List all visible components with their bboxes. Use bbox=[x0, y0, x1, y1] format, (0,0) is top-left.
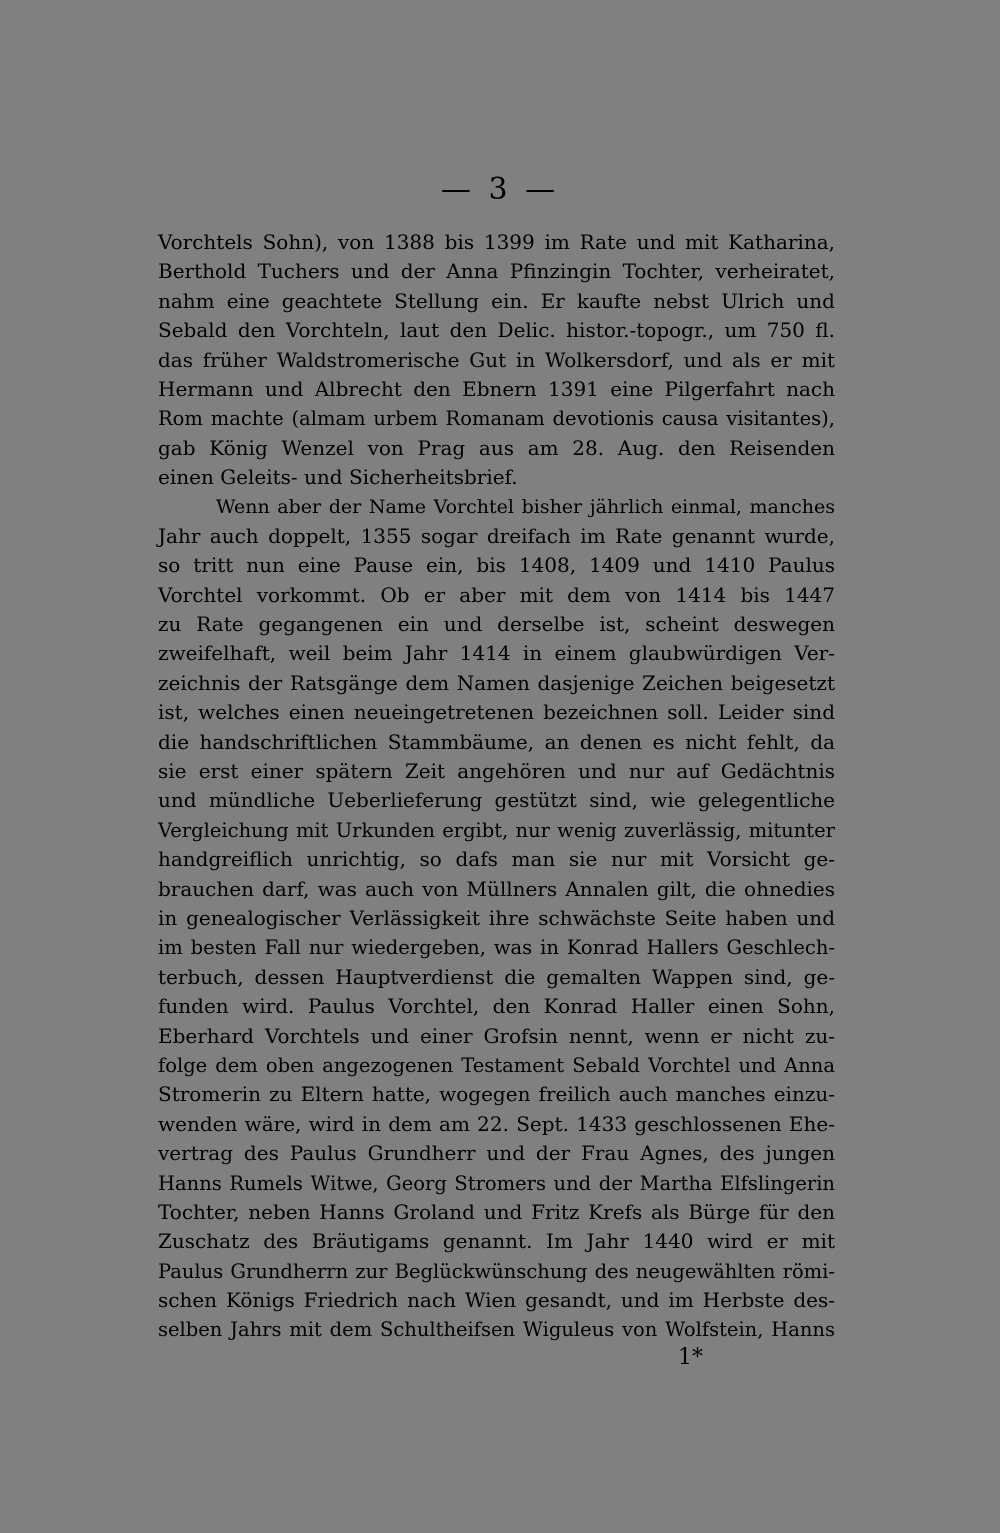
text-line: das früher Waldstromerische Gut in Wolkersdorf, und als er mit bbox=[158, 347, 835, 372]
text-line: die handschriftlichen Stammbäume, an denen es nicht fehlt, da bbox=[158, 729, 835, 754]
text-line: Eberhard Vorchtels und einer Grofsin nennt, wenn er nicht zu- bbox=[158, 1023, 835, 1048]
text-line: Rom machte (almam urbem Romanam devotionis causa visitantes), bbox=[158, 407, 835, 431]
text-line: Vorchtel vorkommt. Ob er aber mit dem von 1414 bis 1447 bbox=[158, 582, 835, 607]
text-line: selben Jahrs mit dem Schultheifsen Wiguleus von Wolfstein, Hanns bbox=[158, 1318, 835, 1342]
body-text bbox=[158, 228, 835, 1345]
text-line: zweifelhaft, weil beim Jahr 1414 in einem glaubwürdigen Ver- bbox=[158, 641, 835, 666]
text-line: zu Rate gegangenen ein und derselbe ist, scheint deswegen bbox=[158, 612, 835, 637]
text-line: einen Geleits- und Sicherheitsbrief. bbox=[158, 465, 518, 490]
text-line: schen Königs Friedrich nach Wien gesandt, und im Herbste des- bbox=[158, 1288, 835, 1313]
text-line: Hermann und Albrecht den Ebnern 1391 eine Pilgerfahrt nach bbox=[158, 376, 835, 401]
text-line: vertrag des Paulus Grundherr und der Frau Agnes, des jungen bbox=[158, 1141, 835, 1166]
text-line: handgreiflich unrichtig, so dafs man sie nur mit Vorsicht ge- bbox=[158, 847, 835, 872]
text-line: Paulus Grundherrn zur Beglückwünschung des neugewählten römi- bbox=[158, 1259, 835, 1283]
text-line: Wenn aber der Name Vorchtel bisher jährlich einmal, manches bbox=[216, 495, 835, 518]
text-line: Sebald den Vorchteln, laut den Delic. histor.-topogr., um 750 fl. bbox=[158, 318, 835, 343]
page-number-header: — 3 — bbox=[440, 172, 560, 207]
text-line: Hanns Rumels Witwe, Georg Stromers und der Martha Elfslingerin bbox=[158, 1171, 835, 1195]
text-line: und mündliche Ueberlieferung gestützt sind, wie gelegentliche bbox=[158, 788, 835, 813]
text-line: Jahr auch doppelt, 1355 sogar dreifach im Rate genannt wurde, bbox=[158, 523, 835, 548]
text-line: zeichnis der Ratsgänge dem Namen dasjenige Zeichen beigesetzt bbox=[158, 670, 835, 695]
text-line: in genealogischer Verlässigkeit ihre schwächste Seite haben und bbox=[158, 905, 835, 930]
signature-mark: 1* bbox=[678, 1345, 703, 1370]
text-line: wenden wäre, wird in dem am 22. Sept. 1433 geschlossenen Ehe- bbox=[158, 1111, 835, 1136]
text-line: sie erst einer spätern Zeit angehören und nur auf Gedächtnis bbox=[158, 759, 835, 784]
text-line: brauchen darf, was auch von Müllners Annalen gilt, die ohnedies bbox=[158, 876, 835, 901]
text-line: Vergleichung mit Urkunden ergibt, nur wenig zuverlässig, mitunter bbox=[158, 818, 835, 842]
text-line: gab König Wenzel von Prag aus am 28. Aug. den Reisenden bbox=[158, 435, 835, 460]
text-line: so tritt nun eine Pause ein, bis 1408, 1409 und 1410 Paulus bbox=[158, 553, 835, 578]
text-line: Stromerin zu Eltern hatte, wogegen freilich auch manches einzu- bbox=[158, 1082, 835, 1107]
text-line: im besten Fall nur wiedergeben, was in Konrad Hallers Geschlech- bbox=[158, 936, 835, 960]
text-line: terbuch, dessen Hauptverdienst die gemalten Wappen sind, ge- bbox=[158, 964, 835, 989]
text-line: Vorchtels Sohn), von 1388 bis 1399 im Rate und mit Katharina, bbox=[158, 230, 835, 254]
text-line: ist, welches einen neueingetretenen bezeichnen soll. Leider sind bbox=[158, 700, 835, 725]
text-line: Berthold Tuchers und der Anna Pfinzingin Tochter, verheiratet, bbox=[158, 259, 835, 284]
text-line: nahm eine geachtete Stellung ein. Er kaufte nebst Ulrich und bbox=[158, 288, 835, 313]
text-line: Tochter, neben Hanns Groland und Fritz Krefs als Bürge für den bbox=[158, 1199, 835, 1224]
text-line: folge dem oben angezogenen Testament Sebald Vorchtel und Anna bbox=[158, 1053, 835, 1077]
text-line: funden wird. Paulus Vorchtel, den Konrad Haller einen Sohn, bbox=[158, 994, 835, 1019]
text-line: Zuschatz des Bräutigams genannt. Im Jahr 1440 wird er mit bbox=[158, 1229, 835, 1254]
